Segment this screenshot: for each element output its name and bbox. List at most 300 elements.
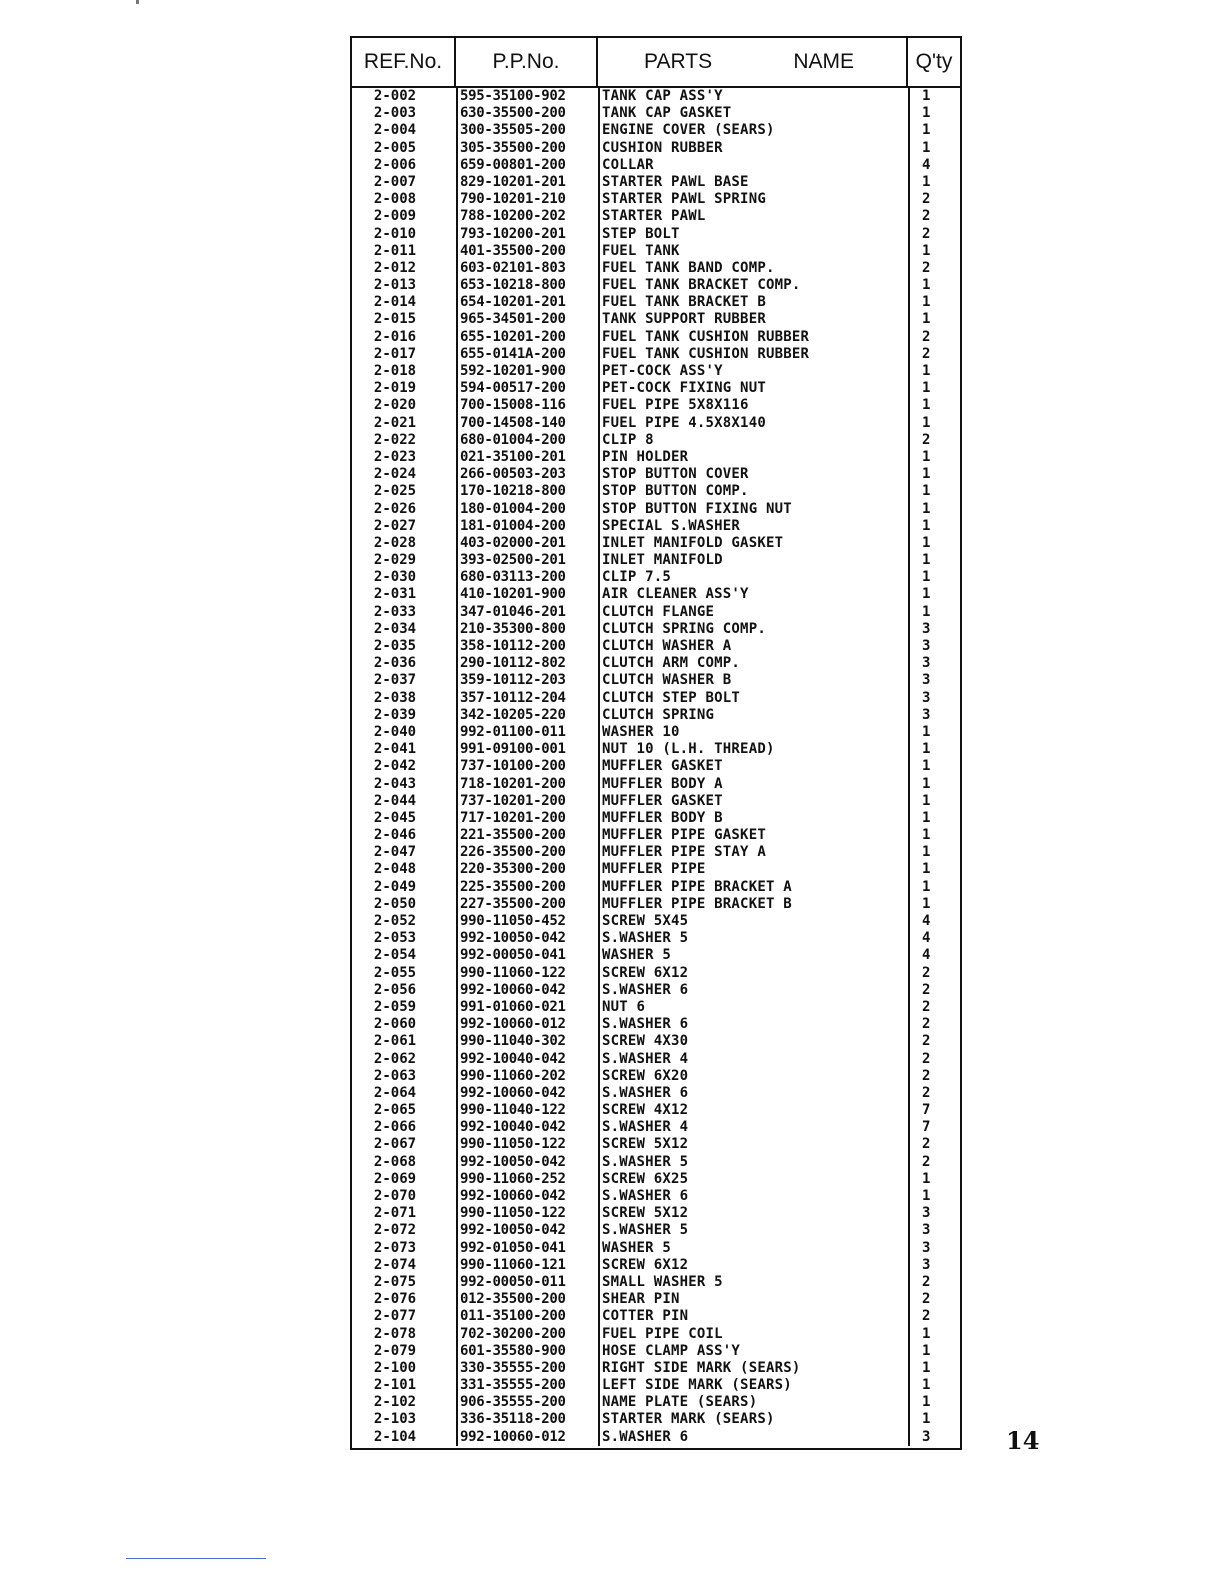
- pp-no-cell: 331-35555-200: [456, 1377, 598, 1394]
- pp-no-cell: 654-10201-201: [456, 294, 598, 311]
- part-name-cell: SCREW 6X12: [598, 1257, 908, 1274]
- pp-no-cell: 992-10040-042: [456, 1051, 598, 1068]
- qty-cell: 1: [908, 741, 960, 758]
- qty-cell: 1: [908, 776, 960, 793]
- qty-cell: 2: [908, 226, 960, 243]
- part-name-cell: PET-COCK ASS'Y: [598, 363, 908, 380]
- part-name-cell: CUSHION RUBBER: [598, 140, 908, 157]
- parts-list-table: [350, 36, 962, 1450]
- ref-no-cell: 2-022: [373, 431, 417, 448]
- qty-cell: 1: [908, 501, 960, 518]
- qty-cell: 1: [908, 483, 960, 500]
- part-name-cell: SCREW 5X45: [598, 913, 908, 930]
- ref-no-cell: 2-011: [373, 242, 417, 259]
- qty-cell: 3: [908, 690, 960, 707]
- part-name-cell: MUFFLER BODY B: [598, 810, 908, 827]
- ref-no-cell: 2-020: [373, 397, 417, 414]
- qty-cell: 2: [908, 191, 960, 208]
- table-row: [352, 346, 960, 363]
- part-name-cell: FUEL TANK CUSHION RUBBER: [598, 346, 908, 363]
- pp-no-cell: 655-0141A-200: [456, 346, 598, 363]
- pp-no-cell: 659-00801-200: [456, 157, 598, 174]
- table-row: [352, 913, 960, 930]
- ref-no-cell: 2-061: [373, 1033, 417, 1050]
- pp-no-cell: 965-34501-200: [456, 311, 598, 328]
- pp-no-cell: 717-10201-200: [456, 810, 598, 827]
- qty-cell: 3: [908, 672, 960, 689]
- part-name-cell: NUT 10 (L.H. THREAD): [598, 741, 908, 758]
- pp-no-cell: 680-01004-200: [456, 432, 598, 449]
- part-name-cell: SCREW 4X12: [598, 1102, 908, 1119]
- table-row: [352, 363, 960, 380]
- qty-cell: 1: [908, 466, 960, 483]
- table-row: [352, 260, 960, 277]
- ref-no-cell: 2-048: [373, 861, 417, 878]
- pp-no-cell: 990-11060-202: [456, 1068, 598, 1085]
- qty-cell: 7: [908, 1119, 960, 1136]
- ref-no-cell: 2-040: [373, 723, 417, 740]
- footer-link[interactable]: [126, 1558, 266, 1559]
- table-row: [352, 982, 960, 999]
- part-name-cell: STARTER PAWL SPRING: [598, 191, 908, 208]
- part-name-cell: MUFFLER GASKET: [598, 758, 908, 775]
- table-row: [352, 1274, 960, 1291]
- part-name-cell: S.WASHER 5: [598, 1154, 908, 1171]
- pp-no-cell: 790-10201-210: [456, 191, 598, 208]
- table-row: [352, 174, 960, 191]
- qty-cell: 2: [908, 1085, 960, 1102]
- ref-no-cell: 2-076: [373, 1291, 417, 1308]
- part-name-cell: MUFFLER PIPE GASKET: [598, 827, 908, 844]
- qty-cell: 1: [908, 793, 960, 810]
- table-row: [352, 501, 960, 518]
- ref-no-cell: 2-050: [373, 895, 417, 912]
- pp-no-cell: 347-01046-201: [456, 604, 598, 621]
- part-name-cell: FUEL TANK BRACKET B: [598, 294, 908, 311]
- ref-no-cell: 2-044: [373, 792, 417, 809]
- ref-no-cell: 2-045: [373, 809, 417, 826]
- ref-no-cell: 2-037: [373, 672, 417, 689]
- qty-cell: 1: [908, 844, 960, 861]
- pp-no-cell: 700-15008-116: [456, 397, 598, 414]
- part-name-cell: CLUTCH WASHER B: [598, 672, 908, 689]
- pp-no-cell: 991-09100-001: [456, 741, 598, 758]
- part-name-cell: FUEL TANK: [598, 243, 908, 260]
- ref-no-cell: 2-067: [373, 1136, 417, 1153]
- part-name-cell: MUFFLER GASKET: [598, 793, 908, 810]
- ref-no-cell: 2-059: [373, 998, 417, 1015]
- qty-cell: 1: [908, 586, 960, 603]
- qty-cell: 1: [908, 1326, 960, 1343]
- table-row: [352, 690, 960, 707]
- table-row: [352, 707, 960, 724]
- qty-cell: 1: [908, 724, 960, 741]
- ref-no-cell: 2-053: [373, 930, 417, 947]
- part-name-cell: S.WASHER 6: [598, 1016, 908, 1033]
- part-name-cell: PET-COCK FIXING NUT: [598, 380, 908, 397]
- ref-no-cell: 2-021: [373, 414, 417, 431]
- qty-cell: 1: [908, 380, 960, 397]
- ref-no-cell: 2-065: [373, 1102, 417, 1119]
- table-row: [352, 1171, 960, 1188]
- table-row: [352, 1136, 960, 1153]
- pp-no-cell: 680-03113-200: [456, 569, 598, 586]
- pp-no-cell: 359-10112-203: [456, 672, 598, 689]
- qty-cell: 3: [908, 655, 960, 672]
- table-row: [352, 1205, 960, 1222]
- ref-no-cell: 2-039: [373, 706, 417, 723]
- table-row: [352, 844, 960, 861]
- pp-no-cell: 305-35500-200: [456, 140, 598, 157]
- pp-no-cell: 403-02000-201: [456, 535, 598, 552]
- table-row: [352, 827, 960, 844]
- part-name-cell: COTTER PIN: [598, 1308, 908, 1325]
- ref-no-cell: 2-064: [373, 1084, 417, 1101]
- qty-cell: 1: [908, 569, 960, 586]
- ref-no-cell: 2-072: [373, 1222, 417, 1239]
- qty-cell: 1: [908, 896, 960, 913]
- qty-cell: 2: [908, 1051, 960, 1068]
- table-row: [352, 638, 960, 655]
- table-row: [352, 604, 960, 621]
- part-name-cell: TANK CAP ASS'Y: [598, 88, 908, 105]
- table-row: [352, 122, 960, 139]
- part-name-cell: S.WASHER 6: [598, 1188, 908, 1205]
- table-row: [352, 741, 960, 758]
- qty-cell: 1: [908, 604, 960, 621]
- part-name-cell: CLUTCH WASHER A: [598, 638, 908, 655]
- pp-no-cell: 358-10112-200: [456, 638, 598, 655]
- qty-cell: 3: [908, 621, 960, 638]
- qty-cell: 1: [908, 277, 960, 294]
- part-name-cell: STOP BUTTON FIXING NUT: [598, 501, 908, 518]
- pp-no-cell: 990-11060-252: [456, 1171, 598, 1188]
- ref-no-cell: 2-004: [373, 122, 417, 139]
- part-name-cell: INLET MANIFOLD: [598, 552, 908, 569]
- pp-no-cell: 592-10201-900: [456, 363, 598, 380]
- table-row: [352, 569, 960, 586]
- ref-no-cell: 2-069: [373, 1170, 417, 1187]
- table-row: [352, 586, 960, 603]
- ref-no-cell: 2-033: [373, 603, 417, 620]
- part-name-cell: CLUTCH STEP BOLT: [598, 690, 908, 707]
- header-ref-no: REF.No.: [352, 38, 456, 86]
- pp-no-cell: 630-35500-200: [456, 105, 598, 122]
- part-name-cell: ENGINE COVER (SEARS): [598, 122, 908, 139]
- part-name-cell: NUT 6: [598, 999, 908, 1016]
- pp-no-cell: 992-10060-042: [456, 1085, 598, 1102]
- ref-no-cell: 2-035: [373, 638, 417, 654]
- table-row: [352, 191, 960, 208]
- part-name-cell: CLIP 7.5: [598, 569, 908, 586]
- ref-no-cell: 2-003: [373, 105, 417, 122]
- ref-no-cell: 2-047: [373, 844, 417, 861]
- scan-mark: [136, 0, 139, 4]
- qty-cell: 2: [908, 982, 960, 999]
- table-row: [352, 621, 960, 638]
- ref-no-cell: 2-103: [373, 1411, 417, 1428]
- qty-cell: 2: [908, 1154, 960, 1171]
- qty-cell: 2: [908, 965, 960, 982]
- pp-no-cell: 290-10112-802: [456, 655, 598, 672]
- qty-cell: 1: [908, 1394, 960, 1411]
- ref-no-cell: 2-016: [373, 328, 417, 345]
- ref-no-cell: 2-015: [373, 311, 417, 328]
- qty-cell: 1: [908, 294, 960, 311]
- table-row: [352, 1394, 960, 1411]
- table-row: [352, 1411, 960, 1428]
- table-row: [352, 776, 960, 793]
- pp-no-cell: 393-02500-201: [456, 552, 598, 569]
- pp-no-cell: 793-10200-201: [456, 226, 598, 243]
- pp-no-cell: 342-10205-220: [456, 707, 598, 724]
- part-name-cell: SCREW 5X12: [598, 1205, 908, 1222]
- pp-no-cell: 990-11040-122: [456, 1102, 598, 1119]
- qty-cell: 1: [908, 535, 960, 552]
- header-parts-name: [598, 38, 908, 86]
- pp-no-cell: 718-10201-200: [456, 776, 598, 793]
- ref-no-cell: 2-024: [373, 466, 417, 483]
- ref-no-cell: 2-078: [373, 1325, 417, 1342]
- ref-no-cell: 2-036: [373, 655, 417, 672]
- qty-cell: 2: [908, 1016, 960, 1033]
- table-row: [352, 1154, 960, 1171]
- ref-no-cell: 2-055: [373, 964, 417, 981]
- ref-no-cell: 2-009: [373, 208, 417, 225]
- ref-no-cell: 2-043: [373, 775, 417, 792]
- qty-cell: 1: [908, 1360, 960, 1377]
- pp-no-cell: 991-01060-021: [456, 999, 598, 1016]
- qty-cell: 2: [908, 1033, 960, 1050]
- qty-cell: 2: [908, 346, 960, 363]
- table-row: [352, 397, 960, 414]
- qty-cell: 1: [908, 397, 960, 414]
- qty-cell: 2: [908, 1068, 960, 1085]
- table-row: [352, 449, 960, 466]
- table-row: [352, 655, 960, 672]
- table-row: [352, 157, 960, 174]
- ref-no-cell: 2-031: [373, 586, 417, 603]
- pp-no-cell: 357-10112-204: [456, 690, 598, 707]
- table-row: [352, 105, 960, 122]
- pp-no-cell: 737-10100-200: [456, 758, 598, 775]
- pp-no-cell: 655-10201-200: [456, 329, 598, 346]
- table-row: [352, 1102, 960, 1119]
- qty-cell: 3: [908, 1429, 960, 1446]
- pp-no-cell: 221-35500-200: [456, 827, 598, 844]
- table-row: [352, 1257, 960, 1274]
- pp-no-cell: 300-35505-200: [456, 122, 598, 139]
- pp-no-cell: 603-02101-803: [456, 260, 598, 277]
- pp-no-cell: 992-10040-042: [456, 1119, 598, 1136]
- part-name-cell: SCREW 4X30: [598, 1033, 908, 1050]
- part-name-cell: CLUTCH ARM COMP.: [598, 655, 908, 672]
- qty-cell: 1: [908, 88, 960, 105]
- table-row: [352, 1291, 960, 1308]
- qty-cell: 3: [908, 707, 960, 724]
- qty-cell: 3: [908, 1222, 960, 1239]
- pp-no-cell: 336-35118-200: [456, 1411, 598, 1428]
- table-row: [352, 1085, 960, 1102]
- pp-no-cell: 170-10218-800: [456, 483, 598, 500]
- ref-no-cell: 2-049: [373, 878, 417, 895]
- part-name-cell: S.WASHER 6: [598, 1429, 908, 1446]
- pp-no-cell: 992-10050-042: [456, 930, 598, 947]
- ref-no-cell: 2-046: [373, 827, 417, 844]
- part-name-cell: CLUTCH SPRING COMP.: [598, 621, 908, 638]
- pp-no-cell: 992-00050-011: [456, 1274, 598, 1291]
- table-row: [352, 1016, 960, 1033]
- qty-cell: 3: [908, 638, 960, 655]
- qty-cell: 2: [908, 1291, 960, 1308]
- ref-no-cell: 2-006: [373, 156, 417, 173]
- pp-no-cell: 180-01004-200: [456, 501, 598, 518]
- ref-no-cell: 2-007: [373, 173, 417, 190]
- ref-no-cell: 2-101: [373, 1377, 417, 1394]
- part-name-cell: CLUTCH SPRING: [598, 707, 908, 724]
- qty-cell: 2: [908, 329, 960, 346]
- table-row: [352, 999, 960, 1016]
- ref-no-cell: 2-100: [373, 1359, 417, 1376]
- part-name-cell: FUEL PIPE 5X8X116: [598, 397, 908, 414]
- ref-no-cell: 2-018: [373, 363, 417, 379]
- part-name-cell: FUEL PIPE COIL: [598, 1326, 908, 1343]
- part-name-cell: TANK SUPPORT RUBBER: [598, 311, 908, 328]
- table-row: [352, 1308, 960, 1325]
- table-row: [352, 415, 960, 432]
- table-row: [352, 793, 960, 810]
- part-name-cell: INLET MANIFOLD GASKET: [598, 535, 908, 552]
- ref-no-cell: 2-002: [373, 88, 417, 104]
- ref-no-cell: 2-056: [373, 981, 417, 998]
- ref-no-cell: 2-038: [373, 689, 417, 706]
- part-name-cell: FUEL TANK BAND COMP.: [598, 260, 908, 277]
- part-name-cell: CLUTCH FLANGE: [598, 604, 908, 621]
- table-row: [352, 277, 960, 294]
- ref-no-cell: 2-028: [373, 534, 417, 551]
- part-name-cell: CLIP 8: [598, 432, 908, 449]
- ref-no-cell: 2-068: [373, 1153, 417, 1170]
- qty-cell: 1: [908, 311, 960, 328]
- qty-cell: 1: [908, 1377, 960, 1394]
- header-parts: PARTS: [644, 50, 713, 73]
- table-row: [352, 311, 960, 328]
- pp-no-cell: 021-35100-201: [456, 449, 598, 466]
- table-row: [352, 930, 960, 947]
- part-name-cell: S.WASHER 6: [598, 1085, 908, 1102]
- qty-cell: 4: [908, 157, 960, 174]
- table-row: [352, 518, 960, 535]
- pp-no-cell: 992-01100-011: [456, 724, 598, 741]
- table-row: [352, 140, 960, 157]
- pp-no-cell: 702-30200-200: [456, 1326, 598, 1343]
- pp-no-cell: 227-35500-200: [456, 896, 598, 913]
- ref-no-cell: 2-054: [373, 947, 417, 964]
- part-name-cell: FUEL PIPE 4.5X8X140: [598, 415, 908, 432]
- part-name-cell: SCREW 6X25: [598, 1171, 908, 1188]
- pp-no-cell: 990-11040-302: [456, 1033, 598, 1050]
- part-name-cell: AIR CLEANER ASS'Y: [598, 586, 908, 603]
- pp-no-cell: 012-35500-200: [456, 1291, 598, 1308]
- qty-cell: 2: [908, 432, 960, 449]
- table-row: [352, 329, 960, 346]
- ref-no-cell: 2-062: [373, 1050, 417, 1067]
- ref-no-cell: 2-027: [373, 517, 417, 534]
- pp-no-cell: 992-01050-041: [456, 1240, 598, 1257]
- part-name-cell: COLLAR: [598, 157, 908, 174]
- part-name-cell: S.WASHER 5: [598, 1222, 908, 1239]
- pp-no-cell: 788-10200-202: [456, 208, 598, 225]
- qty-cell: 2: [908, 1274, 960, 1291]
- qty-cell: 1: [908, 243, 960, 260]
- ref-no-cell: 2-104: [373, 1428, 417, 1445]
- qty-cell: 1: [908, 1343, 960, 1360]
- qty-cell: 1: [908, 174, 960, 191]
- part-name-cell: SHEAR PIN: [598, 1291, 908, 1308]
- qty-cell: 1: [908, 1171, 960, 1188]
- part-name-cell: MUFFLER PIPE BRACKET A: [598, 879, 908, 896]
- qty-cell: 1: [908, 810, 960, 827]
- part-name-cell: RIGHT SIDE MARK (SEARS): [598, 1360, 908, 1377]
- ref-no-cell: 2-063: [373, 1067, 417, 1084]
- table-row: [352, 861, 960, 878]
- pp-no-cell: 181-01004-200: [456, 518, 598, 535]
- qty-cell: 1: [908, 449, 960, 466]
- pp-no-cell: 410-10201-900: [456, 586, 598, 603]
- ref-no-cell: 2-073: [373, 1239, 417, 1256]
- table-row: [352, 672, 960, 689]
- qty-cell: 1: [908, 122, 960, 139]
- part-name-cell: MUFFLER PIPE BRACKET B: [598, 896, 908, 913]
- pp-no-cell: 601-35580-900: [456, 1343, 598, 1360]
- header-pp-no: P.P.No.: [456, 38, 598, 86]
- ref-no-cell: 2-066: [373, 1119, 417, 1136]
- table-row: [352, 552, 960, 569]
- ref-no-cell: 2-014: [373, 294, 417, 311]
- qty-cell: 4: [908, 913, 960, 930]
- table-row: [352, 243, 960, 260]
- part-name-cell: FUEL TANK CUSHION RUBBER: [598, 329, 908, 346]
- pp-no-cell: 225-35500-200: [456, 879, 598, 896]
- table-row: [352, 88, 960, 105]
- table-row: [352, 1377, 960, 1394]
- ref-no-cell: 2-025: [373, 483, 417, 500]
- part-name-cell: WASHER 5: [598, 947, 908, 964]
- part-name-cell: STOP BUTTON COVER: [598, 466, 908, 483]
- pp-no-cell: 906-35555-200: [456, 1394, 598, 1411]
- pp-no-cell: 990-11060-121: [456, 1257, 598, 1274]
- part-name-cell: HOSE CLAMP ASS'Y: [598, 1343, 908, 1360]
- ref-no-cell: 2-079: [373, 1342, 417, 1359]
- pp-no-cell: 992-10050-042: [456, 1222, 598, 1239]
- part-name-cell: S.WASHER 6: [598, 982, 908, 999]
- pp-no-cell: 210-35300-800: [456, 621, 598, 638]
- ref-no-cell: 2-029: [373, 552, 417, 569]
- table-row: [352, 1429, 960, 1446]
- table-row: [352, 1326, 960, 1343]
- qty-cell: 1: [908, 552, 960, 569]
- ref-no-cell: 2-052: [373, 913, 417, 929]
- ref-no-cell: 2-034: [373, 620, 417, 637]
- pp-no-cell: 990-11050-122: [456, 1136, 598, 1153]
- part-name-cell: S.WASHER 5: [598, 930, 908, 947]
- table-row: [352, 380, 960, 397]
- part-name-cell: MUFFLER PIPE: [598, 861, 908, 878]
- qty-cell: 1: [908, 879, 960, 896]
- pp-no-cell: 401-35500-200: [456, 243, 598, 260]
- qty-cell: 1: [908, 415, 960, 432]
- part-name-cell: PIN HOLDER: [598, 449, 908, 466]
